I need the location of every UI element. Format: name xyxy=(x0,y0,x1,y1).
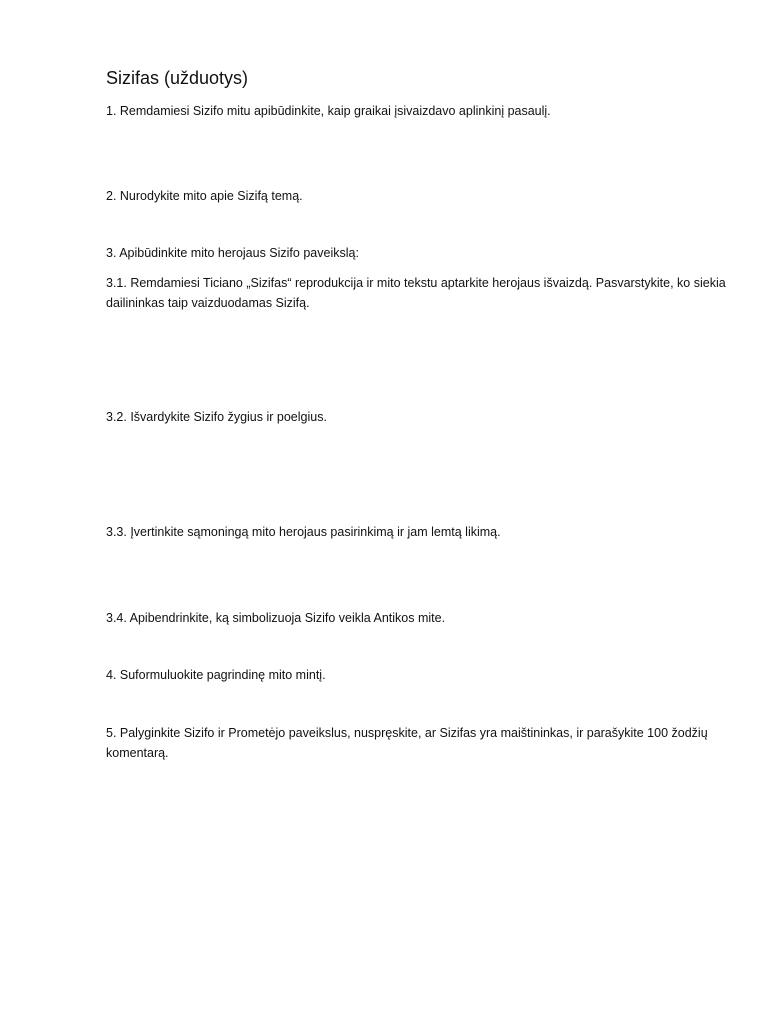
document-title: Sizifas (užduotys) xyxy=(106,68,249,88)
task-3-3: 3.3. Įvertinkite sąmoningą mito herojaus pasirinkimą ir jam lemtą likimą. xyxy=(106,525,501,539)
task-5: 5. Palyginkite Sizifo ir Prometėjo paveikslus, nuspręskite, ar Sizifas yra maištininkas, ir parašykite 100 žodžių komentarą. xyxy=(106,726,708,760)
task-2: 2. Nurodykite mito apie Sizifą temą. xyxy=(106,189,303,203)
task-3-4: 3.4. Apibendrinkite, ką simbolizuoja Sizifo veikla Antikos mite. xyxy=(106,611,446,625)
task-3-2: 3.2. Išvardykite Sizifo žygius ir poelgius. xyxy=(106,410,327,424)
task-3: 3. Apibūdinkite mito herojaus Sizifo paveikslą: xyxy=(106,246,359,260)
task-3-1: 3.1. Remdamiesi Ticiano „Sizifas“ reprodukcija ir mito tekstu aptarkite herojaus išvaizdą. Pasvarstykite, ko siekia dailininkas taip vaizduodamas Sizifą. xyxy=(106,276,726,310)
task-4: 4. Suformuluokite pagrindinę mito mintį. xyxy=(106,668,326,682)
task-1: 1. Remdamiesi Sizifo mitu apibūdinkite, kaip graikai įsivaizdavo aplinkinį pasaulį. xyxy=(106,104,551,118)
